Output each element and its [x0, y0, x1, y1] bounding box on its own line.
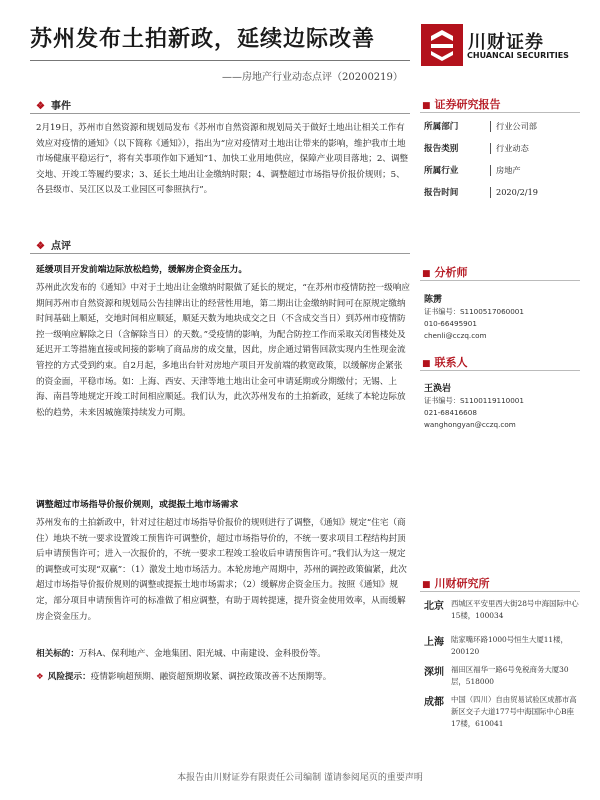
diamond-icon: ❖	[36, 672, 44, 682]
analyst-phone: 010-66495901	[424, 319, 477, 328]
logo-name-en: CHUANCAI SECURITIES	[467, 51, 569, 60]
comment-subheading-1: 延缓项目开发前端边际放松趋势，缓解房企资金压力。	[36, 265, 248, 275]
report-value: 行业动态	[496, 143, 529, 153]
report-key: 报告类别	[424, 144, 459, 154]
related-value: 万科A、保利地产、金地集团、阳光城、中南建设、金科股份等。	[78, 649, 326, 659]
office-city: 上海	[424, 637, 444, 648]
divider	[490, 165, 491, 176]
report-heading: ■ 证券研究报告	[422, 98, 501, 111]
analyst-heading: ■ 分析师	[422, 266, 468, 279]
contact-email[interactable]: wanghongyan@cczq.com	[424, 420, 516, 429]
office-address: 陆家嘴环路1000号恒生大厦11楼，200120	[451, 635, 568, 656]
square-icon: ■	[422, 101, 431, 111]
report-value: 行业公司部	[496, 121, 537, 131]
contact-cert: 证书编号：S1100119110001	[424, 396, 524, 405]
divider	[490, 187, 491, 198]
contact-name: 王涣岩	[424, 384, 452, 394]
report-key: 所属部门	[424, 122, 459, 132]
diamond-icon: ❖	[36, 241, 45, 252]
footer-disclaimer: 本报告由川财证券有限责任公司编制 谨请参阅尾页的重要声明	[177, 773, 423, 783]
analyst-cert: 证书编号：S1100517060001	[424, 307, 524, 316]
logo-icon	[421, 24, 463, 66]
analyst-rule	[420, 280, 580, 281]
risk-label: 风险提示：	[47, 672, 91, 682]
report-key: 报告时间	[424, 188, 459, 198]
diamond-icon: ❖	[36, 101, 45, 112]
event-rule	[30, 113, 410, 114]
square-icon: ■	[422, 269, 431, 279]
logo-name: 川财证券	[468, 32, 544, 53]
report-value: 2020/2/19	[496, 187, 538, 197]
divider	[490, 121, 491, 132]
office-city: 北京	[424, 601, 444, 612]
comment-heading: ❖ 点评	[36, 241, 71, 252]
office-address: 福田区福华一路6号免税商务大厦30层，518000	[451, 665, 569, 686]
risk-value: 疫情影响超预期、融资超预期收紧、调控政策改善不达预期等。	[90, 672, 332, 682]
related-stocks	[36, 647, 410, 663]
header-rule	[30, 60, 410, 61]
comment-paragraph-1: 苏州此次发布的《通知》中对于土地出让金缴纳时限做了延长的规定，“在苏州市疫情防控一级响应期间苏州市自然资源和规划局公告挂牌出让的经营性用地，第二期出让金缴纳时间可在原规定缴纳时间基础上顺延，交地时间相应顺延，顺延天数为地块成交之日（不含成交当日）到苏州市疫情防控一级响应解除之日（含解除当日）的天数。”受疫情的影响，为配合防控工作而采取关闭售楼处及延迟开工等措施直接或间接的影响了商品房的成交量，因此，房企通过销售回款实现内生性现金流管控的方式受到约束。自2月起，多地出台针对房地产项目开发前端的救宽政策，以缓解房企紧张的资金面，平稳市场。如：上海、西安、天津等地土地出让金可申请延期或分期缴付；无锡、上海、南昌等地规定开竣工时间相应顺延。我们认为，此次苏州发布的土拍新政，延续了本轮边际放松的趋势，未来因城施策持续发力可期。	[36, 283, 410, 418]
report-key: 所属行业	[424, 166, 459, 176]
contact-rule	[420, 370, 580, 371]
risk-warning	[36, 670, 410, 686]
square-icon: ■	[422, 359, 431, 369]
event-paragraph: 2月19日，苏州市自然资源和规划局发布《苏州市自然资源和规划局关于做好土地出让相关工作有效应对疫情的通知》（以下简称《通知》），指出为“应对疫情对土地出让带来的影响，维护我市土地市场健康平稳运行”，将有关事项作如下通知“1、加快工业用地供应，保障产业项目落地；2、调整交地、开竣工等履约要求；3、延长土地出让金缴纳时限；4、调整超过市场指导价报价规则；5、各县级市、吴江区以及工业园区可参照执行”。	[36, 123, 409, 196]
institute-heading: ■ 川财研究所	[422, 577, 490, 590]
office-address: 中国（四川）自由贸易试验区成都市高新区交子大道177号中海国际中心B座17楼，610041	[451, 695, 577, 728]
page-title: 苏州发布土拍新政，延续边际改善	[30, 26, 376, 52]
related-label: 相关标的：	[36, 649, 79, 659]
comment-paragraph-2: 苏州发布的土拍新政中，针对过往超过市场指导价报价的规则进行了调整，《通知》规定“住宅（商住）地块不统一要求设置竣工预售许可调整价，超过市场指导价的，不统一要求项目工程结构封顶后申请预售许可；进入一次报价的，不统一要求工程竣工验收后申请预售许可。”我们认为这一规定的调整或可实现“双赢”：（1）激发土地市场活力。本轮房地产周期中，苏州的调控政策偏紧，此次超过市场指导价报价规则的调整或提振土地市场需求；（2）缓解房企资金压力。按照《通知》规定，部分项目申请预售许可的标准做了相应调整，有助于周转提速，提升资金使用效率，从而缓解房企资金压力。	[36, 518, 407, 622]
report-rule	[420, 112, 580, 113]
contact-phone: 021-68416608	[424, 408, 477, 417]
page-subtitle: ——房地产行业动态点评（20200219）	[222, 72, 403, 83]
office-city: 成都	[424, 697, 444, 708]
institute-rule	[420, 591, 580, 592]
contact-heading: ■ 联系人	[422, 356, 468, 369]
comment-subheading-2: 调整超过市场指导价报价规则，或提振土地市场需求	[36, 500, 239, 510]
analyst-name: 陈雳	[424, 295, 443, 305]
office-city: 深圳	[424, 667, 444, 678]
analyst-email[interactable]: chenli@cczq.com	[424, 331, 487, 340]
report-value: 房地产	[496, 165, 521, 175]
office-address: 西城区平安里西大街28号中海国际中心15楼，100034	[451, 599, 579, 620]
event-heading: ❖ 事件	[36, 101, 71, 112]
divider	[490, 143, 491, 154]
square-icon: ■	[422, 580, 431, 590]
comment-rule	[30, 253, 410, 254]
